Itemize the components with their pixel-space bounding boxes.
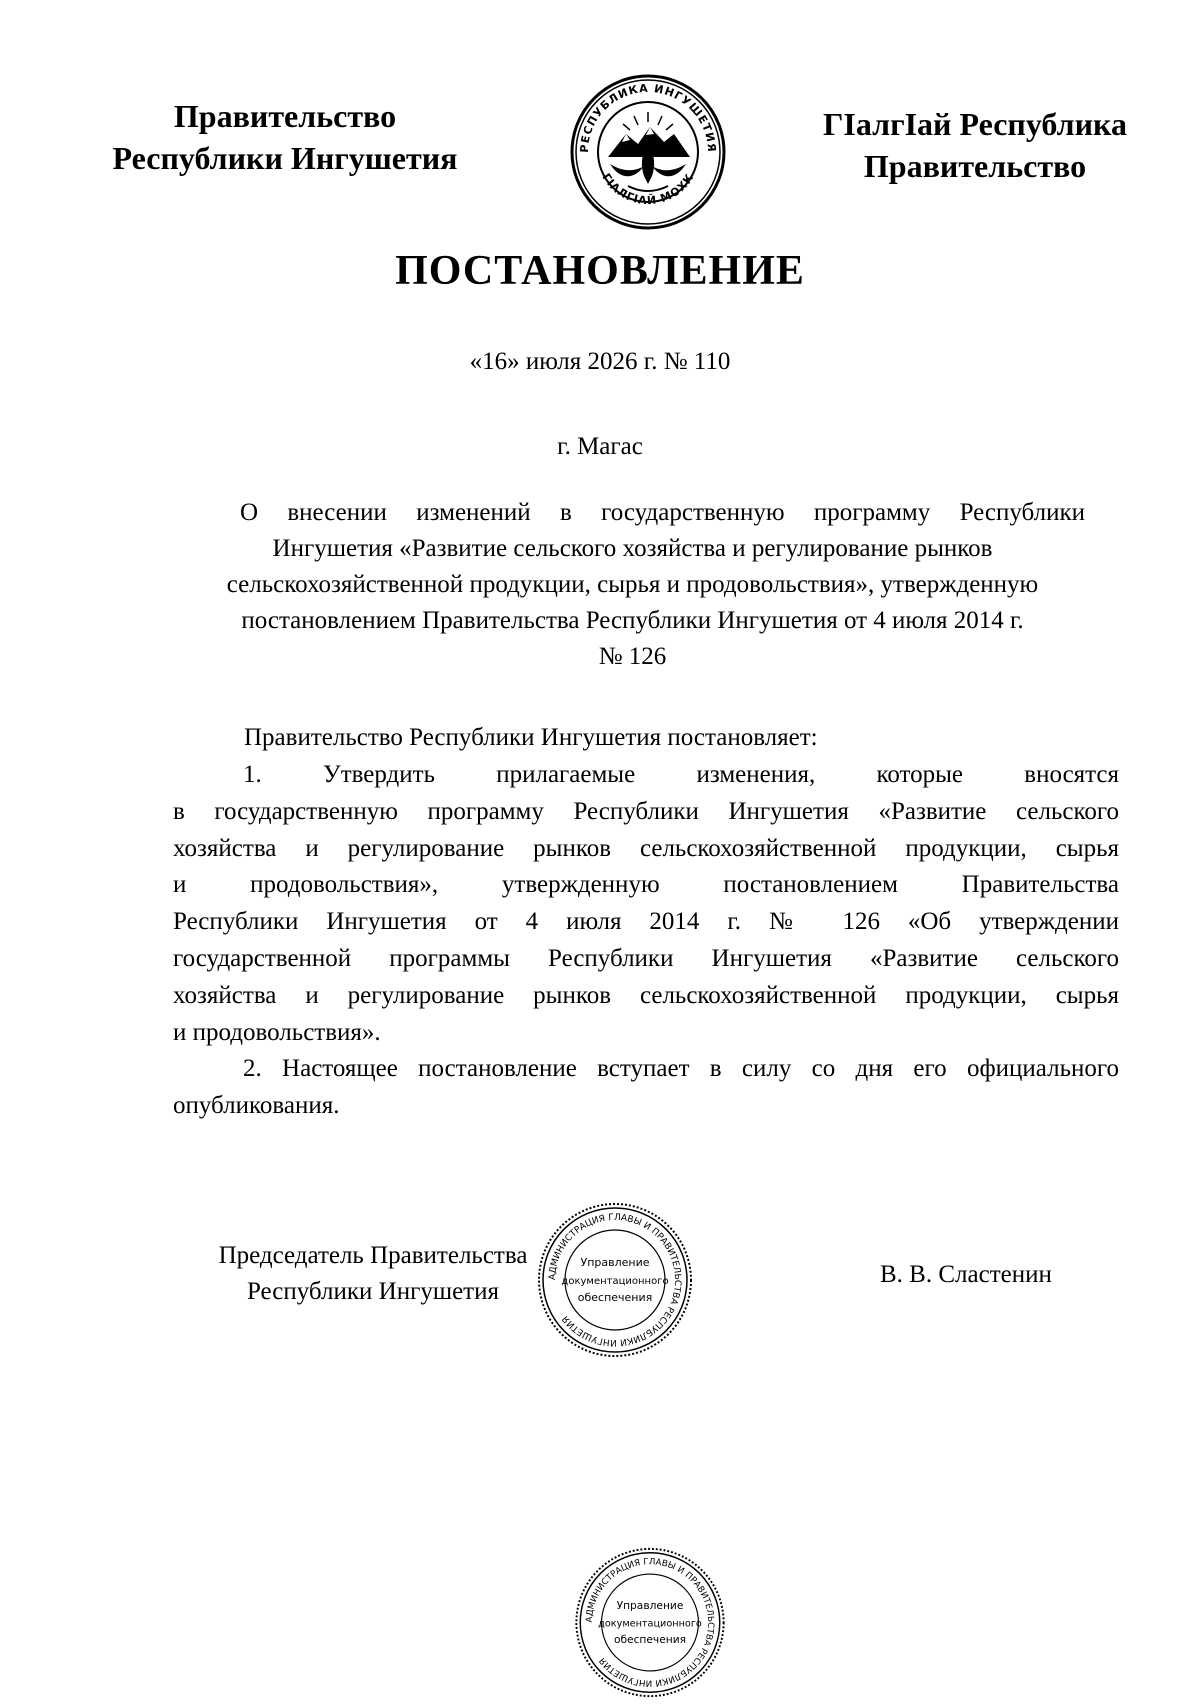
subject-line: сельскохозяйственной продукции, сырья и продовольствия», утвержденную [226,571,1039,598]
subject-line: № 126 [598,643,667,670]
subject-line: Ингушетия «Развитие сельского хозяйства и регулирование рынков [272,535,993,562]
document-body [173,757,1119,1125]
stamp-center-line: обеспечения [577,1291,653,1304]
header-left-line1: Правительство [173,98,397,134]
stamp-center-line: обеспечения [613,1632,687,1646]
clause-1-line: хозяйства и регулирование рынков сельскохозяйственной продукции, сырья [173,981,1119,1009]
subject-line: О внесении изменений в государственную программу Республики [240,499,1085,526]
stamp-ring-text: АДМИНИСТРАЦИЯ ГЛАВЫ И ПРАВИТЕЛЬСТВА РЕСПУБЛИКИ ИНГУШЕТИЯ [547,1212,683,1348]
clause-1-line: и продовольствия», утвержденную постановлением Правительства [173,871,1119,899]
round-stamp-icon [570,1545,730,1700]
clause-1-line: государственной программы Республики Ингушетия «Развитие сельского [173,944,1119,972]
clause-1-line: 1. Утвердить прилагаемые изменения, которые вносятся [243,761,1119,788]
subject-line: постановлением Правительства Республики Ингушетия от 4 июля 2014 г. [241,607,1024,634]
stamp-center-line: Управление [616,1598,684,1612]
round-stamp-icon [535,1200,695,1360]
emblem-ring-top: РЕСПУБЛИКА ИНГУШЕТИЯ [577,81,719,154]
stamp-center-line: Управление [580,1256,650,1269]
emblem-ring-bottom: ГӀАЛГӀАЙ МОХК [599,171,697,208]
stamp-center-line: документационного [561,1276,669,1287]
stamp-graphic [570,1545,730,1700]
signatory-role-line1: Председатель Правительства [218,1242,528,1269]
header-left [90,95,480,179]
document-preamble: Правительство Республики Ингушетия постановляет: [244,724,818,751]
clause-1-line: Республики Ингушетия от 4 июля 2014 г. № 126 «Об утверждении [173,908,1119,936]
emblem-graphic [568,72,728,232]
signatory-role [193,1238,553,1310]
clause-1-line: и продовольствия». [173,1018,381,1046]
document-subject [180,495,1085,675]
document-place: г. Магас [557,433,643,460]
signatory-name: В. В. Сластенин [880,1261,1052,1288]
signatory-role-line2: Республики Ингушетия [246,1278,499,1305]
clause-1-line: хозяйства и регулирование рынков сельскохозяйственной продукции, сырья [173,834,1119,862]
header-left-line2: Республики Ингушетия [112,140,458,176]
clause-1-line: в государственную программу Республики Ингушетия «Развитие сельского [173,797,1119,825]
clause-2-line: 2. Настоящее постановление вступает в силу со дня его официального [243,1055,1119,1083]
coat-of-arms-icon [568,72,728,232]
stamp-graphic [535,1200,695,1360]
document-title: ПОСТАНОВЛЕНИЕ [395,248,805,294]
stamp-ring-text: АДМИНИСТРАЦИЯ ГЛАВЫ И ПРАВИТЕЛЬСТВА РЕСПУБЛИКИ ИНГУШЕТИЯ [584,1557,716,1688]
stamp-center-line: документационного [598,1618,702,1630]
document-date-number: «16» июля 2026 г. № 110 [469,348,731,375]
clause-2-line: опубликования. [173,1092,340,1120]
header-right-line1: ГӀалгӀай Республика [823,106,1127,142]
header-right [790,103,1160,187]
header-right-line2: Правительство [863,148,1087,184]
